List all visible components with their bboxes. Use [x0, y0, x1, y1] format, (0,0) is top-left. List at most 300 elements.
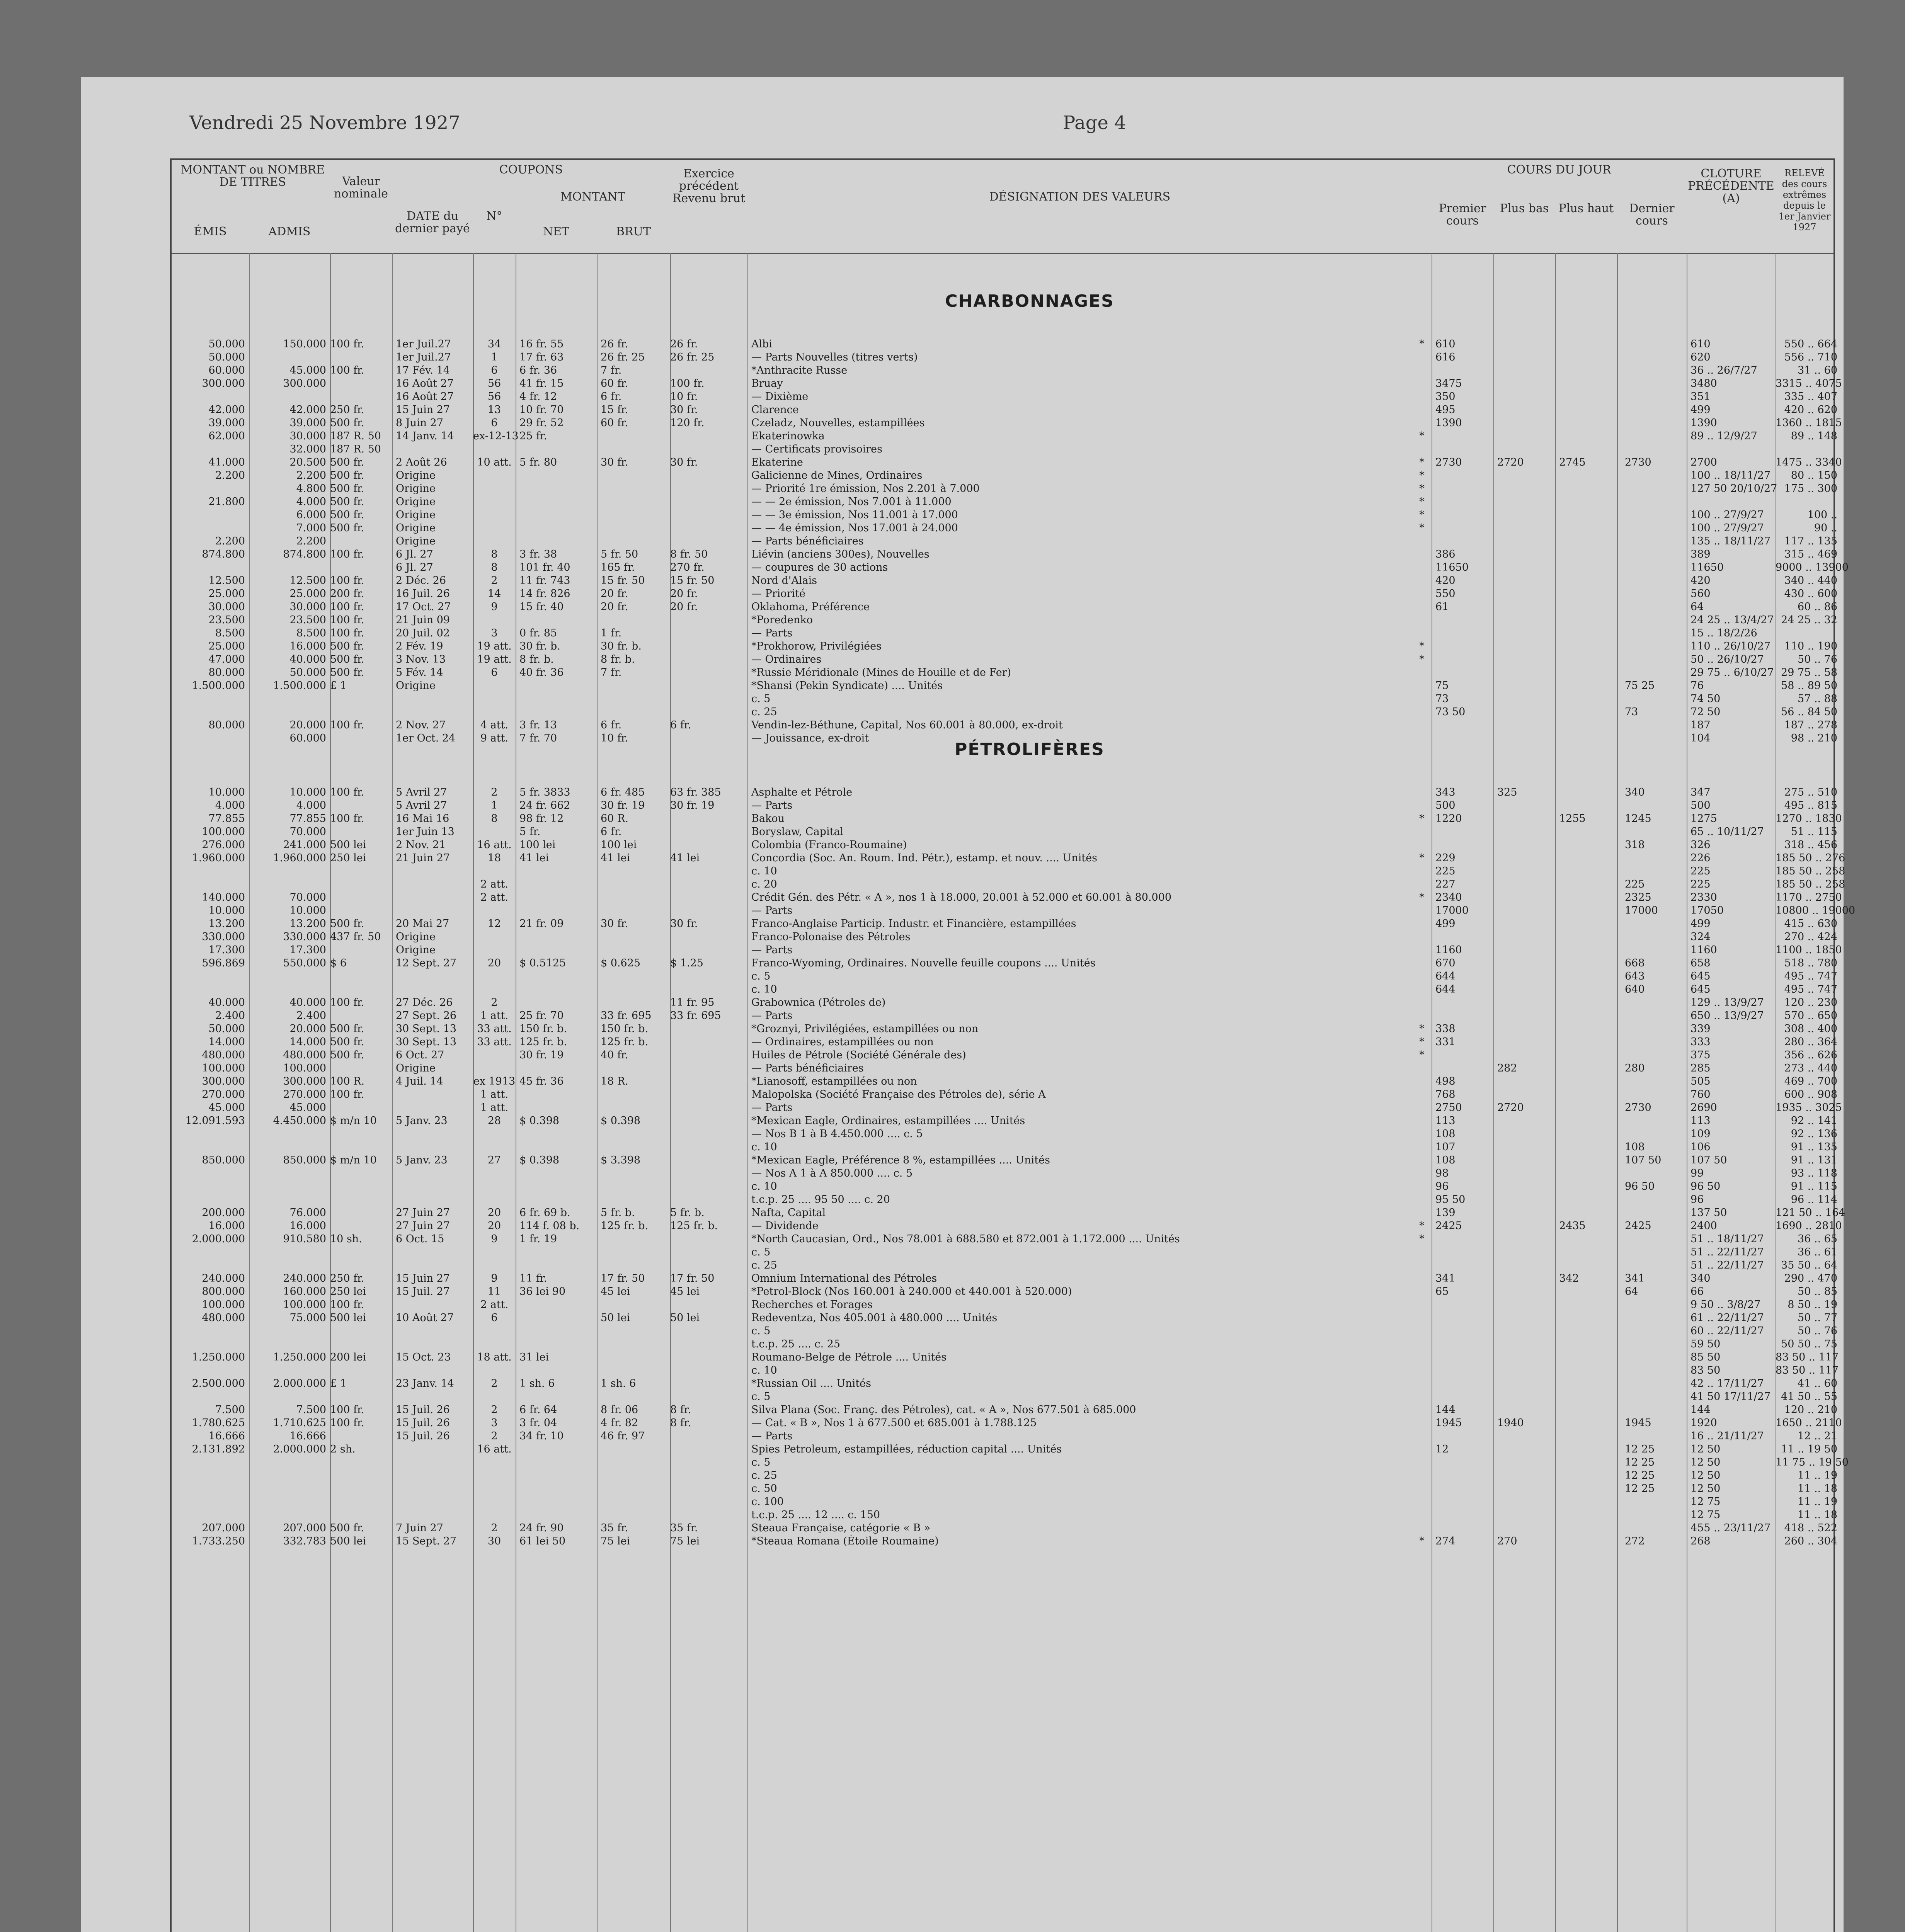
- table-row: [172, 1430, 1837, 1443]
- cell-rv: 10800 .. 19000: [1776, 905, 1856, 917]
- cell-emis: 1.250.000: [192, 1351, 245, 1363]
- running-header: [189, 112, 1797, 135]
- cell-admis: 45.000: [289, 364, 326, 376]
- cell-cl: 1920: [1690, 1417, 1717, 1429]
- cell-admis: 40.000: [289, 997, 326, 1009]
- header-brut: BRUT: [616, 225, 651, 238]
- cell-des: c. 25: [751, 1259, 777, 1271]
- cell-rv: 600 .. 908: [1784, 1088, 1837, 1100]
- cell-p1: 768: [1435, 1088, 1456, 1100]
- cell-p1: 495: [1435, 404, 1456, 416]
- cell-brut: 8 fr. b.: [601, 653, 635, 665]
- cell-nom: 100 fr.: [330, 719, 364, 731]
- cell-date: 27 Juin 27: [396, 1220, 450, 1232]
- cell-nom: 100 fr.: [330, 575, 364, 587]
- cell-no: 16 att.: [477, 1443, 512, 1455]
- cell-p1: 73 50: [1435, 706, 1466, 718]
- cell-rv: 1100 .. 1850: [1776, 944, 1842, 956]
- cell-des: c. 5: [751, 1456, 771, 1468]
- cell-no: 1: [491, 351, 498, 363]
- cell-nom: 500 fr.: [330, 1522, 364, 1534]
- cell-cl: 113: [1690, 1115, 1711, 1127]
- cell-emis: 270.000: [202, 1088, 245, 1100]
- cell-emis: 1.780.625: [192, 1417, 245, 1429]
- cell-star: *: [1419, 640, 1425, 652]
- table-row: [172, 917, 1837, 930]
- cell-des: *Petrol-Block (Nos 160.001 à 240.000 et 440.001 à 520.000): [751, 1286, 1072, 1298]
- header-releve: RELEVÉ des cours extrêmes depuis le 1er Janvier 1927: [1778, 168, 1831, 233]
- table-row: [172, 1272, 1837, 1285]
- cell-exer: 75 lei: [670, 1535, 700, 1547]
- cell-rv: 1360 .. 1815: [1776, 417, 1842, 429]
- cell-no: 8: [491, 813, 498, 825]
- cell-brut: 46 fr. 97: [601, 1430, 645, 1442]
- cell-des: — Parts: [751, 799, 793, 811]
- cell-emis: 330.000: [202, 931, 245, 943]
- table-row: [172, 838, 1837, 852]
- cell-star: *: [1419, 813, 1425, 825]
- cell-rv: 121 50 .. 164: [1776, 1207, 1845, 1219]
- cell-rv: 420 .. 620: [1784, 404, 1837, 416]
- cell-star: *: [1419, 1220, 1425, 1232]
- cell-des: Oklahoma, Préférence: [751, 601, 870, 613]
- cell-date: 15 Juil. 26: [396, 1430, 450, 1442]
- cell-exer: 30 fr.: [670, 404, 698, 416]
- cell-no: 20: [487, 1220, 501, 1232]
- cell-no: 2: [491, 786, 498, 798]
- cell-rv: 60 .. 86: [1797, 601, 1837, 613]
- cell-des: — Parts: [751, 1010, 793, 1022]
- cell-admis: 7.000: [296, 522, 326, 534]
- cell-date: Origine: [396, 522, 436, 534]
- cell-rv: 100 ..: [1807, 509, 1837, 521]
- cell-rv: 556 .. 710: [1784, 351, 1837, 363]
- cell-des: — — 2e émission, Nos 7.001 à 11.000: [751, 496, 952, 508]
- cell-p1: 98: [1435, 1167, 1449, 1179]
- cell-brut: 26 fr.: [601, 338, 628, 350]
- cell-date: 27 Déc. 26: [396, 997, 453, 1009]
- cell-date: 5 Avril 27: [396, 799, 447, 811]
- cell-admis: 20.000: [289, 719, 326, 731]
- cell-rv: 31 .. 60: [1797, 364, 1837, 376]
- cell-brut: 6 fr.: [601, 826, 622, 838]
- cell-cl: 339: [1690, 1023, 1711, 1035]
- cell-rv: 3315 .. 4075: [1776, 378, 1842, 389]
- table-row: [172, 522, 1837, 535]
- cell-emis: 100.000: [202, 826, 245, 838]
- cell-des: Steaua Française, catégorie « B »: [751, 1522, 931, 1534]
- cell-admis: 100.000: [283, 1299, 326, 1311]
- cell-rv: 315 .. 469: [1784, 548, 1837, 560]
- cell-nom: 500 fr.: [330, 1036, 364, 1048]
- cell-brut: 125 fr. b.: [601, 1220, 649, 1232]
- cell-rv: 185 50 .. 276: [1776, 852, 1845, 864]
- cell-dc: 2325: [1625, 891, 1651, 903]
- cell-net: 11 fr. 743: [519, 575, 570, 587]
- cell-admis: 1.500.000: [273, 680, 326, 692]
- table-row: [172, 1246, 1837, 1259]
- cell-rv: 80 .. 150: [1791, 469, 1837, 481]
- cell-net: 114 f. 08 b.: [519, 1220, 580, 1232]
- cell-des: Vendin-lez-Béthune, Capital, Nos 60.001 à 80.000, ex-droit: [751, 719, 1063, 731]
- cell-date: 5 Janv. 23: [396, 1154, 448, 1166]
- cell-ph: 1940: [1497, 1417, 1524, 1429]
- table-row: [172, 1036, 1837, 1049]
- table-body: [172, 253, 1856, 1932]
- cell-des: — Nos B 1 à B 4.450.000 .... c. 5: [751, 1128, 923, 1140]
- cell-emis: 850.000: [202, 1154, 245, 1166]
- table-row: [172, 825, 1837, 838]
- cell-dc: 2425: [1625, 1220, 1651, 1232]
- cell-star: *: [1419, 653, 1425, 665]
- cell-dc: 341: [1625, 1272, 1645, 1284]
- table-row: [172, 1022, 1837, 1036]
- cell-nom: 200 lei: [330, 1351, 366, 1363]
- cell-exer: 100 fr.: [670, 378, 705, 389]
- cell-p1: 12: [1435, 1443, 1449, 1455]
- cell-date: Origine: [396, 944, 436, 956]
- cell-emis: 45.000: [208, 1102, 245, 1114]
- cell-no: 2: [491, 1378, 498, 1389]
- cell-des: — Parts: [751, 1430, 793, 1442]
- cell-rv: 11 75 .. 19 50: [1776, 1456, 1849, 1468]
- cell-star: *: [1419, 891, 1425, 903]
- cell-p1: 2730: [1435, 456, 1462, 468]
- cell-admis: 1.250.000: [273, 1351, 326, 1363]
- cell-date: 27 Juin 27: [396, 1207, 450, 1219]
- cell-rv: 1270 .. 1830: [1776, 813, 1842, 825]
- cell-des: Bakou: [751, 813, 785, 825]
- cell-des: *Mexican Eagle, Préférence 8 %, estampillées .... Unités: [751, 1154, 1050, 1166]
- cell-p1: 17000: [1435, 905, 1469, 917]
- cell-exer: 41 lei: [670, 852, 700, 864]
- cell-cl: 760: [1690, 1088, 1711, 1100]
- cell-no: 6: [491, 417, 498, 429]
- cell-p1: 2340: [1435, 891, 1462, 903]
- cell-rv: 91 .. 135: [1791, 1141, 1837, 1153]
- cell-emis: 62.000: [208, 430, 245, 442]
- cell-brut: 40 fr.: [601, 1049, 628, 1061]
- cell-date: 8 Juin 27: [396, 417, 443, 429]
- cell-net: 125 fr. b.: [519, 1036, 567, 1048]
- cell-net: 41 fr. 15: [519, 378, 564, 389]
- cell-net: $ 0.5125: [519, 957, 566, 969]
- cell-emis: 80.000: [208, 667, 245, 679]
- cell-net: 7 fr. 70: [519, 732, 557, 744]
- cell-net: 16 fr. 55: [519, 338, 564, 350]
- cell-no: 2: [491, 1522, 498, 1534]
- cell-des: c. 10: [751, 1364, 777, 1376]
- cell-net: 45 fr. 36: [519, 1075, 564, 1087]
- cell-emis: 874.800: [202, 548, 245, 560]
- cell-rv: 29 75 .. 58: [1781, 667, 1837, 679]
- cell-p1: 341: [1435, 1272, 1456, 1284]
- cell-date: 6 Oct. 15: [396, 1233, 444, 1245]
- cell-date: 15 Juin 27: [396, 1272, 450, 1284]
- cell-rv: 93 .. 118: [1791, 1167, 1837, 1179]
- cell-no: 2 att.: [480, 891, 509, 903]
- cell-rv: 185 50 .. 258: [1776, 865, 1845, 877]
- cell-des: — — 4e émission, Nos 17.001 à 24.000: [751, 522, 958, 534]
- table-row: [172, 852, 1845, 865]
- cell-p1: 498: [1435, 1075, 1456, 1087]
- cell-net: 5 fr. 3833: [519, 786, 570, 798]
- cell-cl: 110 .. 26/10/27: [1690, 640, 1771, 652]
- cell-net: 14 fr. 826: [519, 588, 570, 600]
- cell-cl: 389: [1690, 548, 1711, 560]
- cell-net: 15 fr. 40: [519, 601, 564, 613]
- cell-admis: 910.580: [283, 1233, 326, 1245]
- cell-brut: 30 fr.: [601, 918, 628, 930]
- cell-rv: 120 .. 230: [1784, 997, 1837, 1009]
- cell-rv: 57 .. 88: [1797, 693, 1837, 705]
- cell-net: 17 fr. 63: [519, 351, 564, 363]
- cell-des: *Mexican Eagle, Ordinaires, estampillées .... Unités: [751, 1115, 1025, 1127]
- cell-des: *Shansi (Pekin Syndicate) .... Unités: [751, 680, 943, 692]
- cell-emis: 77.855: [208, 813, 245, 825]
- cell-cl: 12 50: [1690, 1443, 1721, 1455]
- cell-no: 2: [491, 575, 498, 587]
- cell-p1: 108: [1435, 1154, 1456, 1166]
- cell-emis: 14.000: [208, 1036, 245, 1048]
- cell-des: c. 25: [751, 1469, 777, 1481]
- cell-date: 6 Jl. 27: [396, 548, 433, 560]
- cell-net: 98 fr. 12: [519, 813, 564, 825]
- cell-des: Nord d'Alais: [751, 575, 817, 587]
- cell-date: 23 Janv. 14: [396, 1378, 454, 1389]
- cell-net: 40 fr. 36: [519, 667, 564, 679]
- cell-ph: 2720: [1497, 1102, 1524, 1114]
- table-row: [172, 1101, 1842, 1114]
- cell-p1: 616: [1435, 351, 1456, 363]
- cell-admis: 2.200: [296, 469, 326, 481]
- cell-cl: 658: [1690, 957, 1711, 969]
- cell-no: ex 1913: [473, 1075, 516, 1087]
- table-row: [172, 535, 1837, 548]
- cell-no: 34: [487, 338, 501, 350]
- cell-p1: 550: [1435, 588, 1456, 600]
- cell-admis: 20.500: [289, 456, 326, 468]
- cell-des: c. 100: [751, 1496, 784, 1508]
- cell-brut: 1 fr.: [601, 627, 622, 639]
- cell-nom: £ 1: [330, 1378, 347, 1389]
- cell-emis: 10.000: [208, 905, 245, 917]
- cell-des: Ekaterinowka: [751, 430, 825, 442]
- cell-nom: 500 fr.: [330, 417, 364, 429]
- cell-nom: 100 fr.: [330, 1299, 364, 1311]
- cell-rv: 275 .. 510: [1784, 786, 1837, 798]
- cell-brut: 1 sh. 6: [601, 1378, 636, 1389]
- cell-emis: 7.500: [215, 1404, 245, 1416]
- cell-date: 10 Août 27: [396, 1312, 454, 1324]
- cell-net: 6 fr. 64: [519, 1404, 557, 1416]
- cell-cl: 129 .. 13/9/27: [1690, 997, 1764, 1009]
- cell-admis: 240.000: [283, 1272, 326, 1284]
- cell-date: 14 Janv. 14: [396, 430, 454, 442]
- cell-p1: 343: [1435, 786, 1456, 798]
- cell-admis: 8.500: [296, 627, 326, 639]
- cell-des: — Dixième: [751, 391, 809, 403]
- cell-des: *Russian Oil .... Unités: [751, 1378, 871, 1389]
- cell-exer: 30 fr. 19: [670, 799, 715, 811]
- cell-des: — Priorité: [751, 588, 805, 600]
- cell-no: 9: [491, 1272, 498, 1284]
- cell-admis: 40.000: [289, 653, 326, 665]
- cell-rv: 495 .. 747: [1784, 983, 1837, 995]
- cell-rv: 11 .. 19 50: [1781, 1443, 1837, 1455]
- cell-star: *: [1419, 1535, 1425, 1547]
- table-row: [172, 390, 1837, 403]
- cell-des: *Steaua Romana (Étoile Roumaine): [751, 1535, 939, 1547]
- table-row: [172, 1364, 1839, 1377]
- cell-des: Silva Plana (Soc. Franç. des Pétroles), cat. « A », Nos 677.501 à 685.000: [751, 1404, 1136, 1416]
- table-row: [172, 587, 1837, 600]
- cell-no: 20: [487, 1207, 501, 1219]
- table-row: [172, 1469, 1837, 1482]
- cell-rv: 495 .. 747: [1784, 970, 1837, 982]
- cell-des: *Prokhorow, Privilégiées: [751, 640, 882, 652]
- cell-admis: 550.000: [283, 957, 326, 969]
- cell-brut: 50 lei: [601, 1312, 630, 1324]
- cell-no: 11: [487, 1286, 501, 1298]
- table-row: [172, 1219, 1842, 1233]
- cell-date: 20 Juil. 02: [396, 627, 450, 639]
- cell-rv: 50 .. 77: [1797, 1312, 1837, 1324]
- cell-exer: 5 fr. b.: [670, 1207, 705, 1219]
- cell-dc: 12 25: [1625, 1443, 1655, 1455]
- table-row: [172, 786, 1837, 799]
- cell-p1: 500: [1435, 799, 1456, 811]
- cell-brut: 5 fr. 50: [601, 548, 638, 560]
- cell-dc: 225: [1625, 878, 1645, 890]
- cell-cl: 560: [1690, 588, 1711, 600]
- cell-des: *Anthracite Russe: [751, 364, 848, 376]
- cell-des: Colombia (Franco-Roumaine): [751, 839, 907, 851]
- cell-nom: 100 fr.: [330, 813, 364, 825]
- table-row: [172, 417, 1842, 430]
- cell-date: 4 Juil. 14: [396, 1075, 443, 1087]
- cell-emis: 300.000: [202, 378, 245, 389]
- cell-emis: 2.000.000: [192, 1233, 245, 1245]
- cell-cl: 645: [1690, 970, 1711, 982]
- cell-rv: 56 .. 84 50: [1781, 706, 1837, 718]
- cell-star: *: [1419, 509, 1425, 521]
- cell-brut: 17 fr. 50: [601, 1272, 645, 1284]
- cell-cl: 499: [1690, 918, 1711, 930]
- cell-emis: 12.500: [208, 575, 245, 587]
- cell-des: — coupures de 30 actions: [751, 561, 888, 573]
- table-row: [172, 1009, 1837, 1022]
- cell-des: — Ordinaires: [751, 653, 822, 665]
- cell-des: — Jouissance, ex-droit: [751, 732, 869, 744]
- cell-dc: 75 25: [1625, 680, 1655, 692]
- cell-emis: 39.000: [208, 417, 245, 429]
- cell-star: *: [1419, 338, 1425, 350]
- cell-date: 2 Nov. 27: [396, 719, 446, 731]
- cell-brut: 8 fr. 06: [601, 1404, 638, 1416]
- header-valeur: Valeur nominale: [334, 175, 388, 201]
- section-title: CHARBONNAGES: [945, 291, 1114, 311]
- cell-admis: 30.000: [289, 601, 326, 613]
- header-cours-du-jour: COURS DU JOUR: [1507, 163, 1611, 177]
- cell-rv: 9000 .. 13900: [1776, 561, 1849, 573]
- cell-des: Huiles de Pétrole (Société Générale des): [751, 1049, 966, 1061]
- cell-star: *: [1419, 1049, 1425, 1061]
- cell-cl: 650 .. 13/9/27: [1690, 1010, 1764, 1022]
- table-row: [172, 1338, 1837, 1351]
- cell-cl: 29 75 .. 6/10/27: [1690, 667, 1774, 679]
- cell-nom: 500 fr.: [330, 1049, 364, 1061]
- cell-emis: 596.869: [202, 957, 245, 969]
- table-row: [172, 1206, 1845, 1219]
- cell-nom: 500 lei: [330, 1312, 366, 1324]
- cell-exer: 20 fr.: [670, 601, 698, 613]
- cell-dc: 17000: [1625, 905, 1658, 917]
- table-row: [172, 957, 1837, 970]
- cell-net: 25 fr. 70: [519, 1010, 564, 1022]
- cell-p1: 139: [1435, 1207, 1456, 1219]
- cell-date: 2 Août 26: [396, 456, 447, 468]
- cell-exer: 10 fr.: [670, 391, 698, 403]
- table-row: [172, 983, 1837, 996]
- cell-emis: 1.500.000: [192, 680, 245, 692]
- table-row: [172, 338, 1837, 351]
- cell-cl: 499: [1690, 404, 1711, 416]
- header-coupons: COUPONS: [499, 163, 563, 177]
- table-row: [172, 1417, 1842, 1430]
- cell-nom: 100 fr.: [330, 997, 364, 1009]
- cell-cl: 2700: [1690, 456, 1717, 468]
- cell-emis: 140.000: [202, 891, 245, 903]
- cell-rv: 96 .. 114: [1791, 1194, 1837, 1206]
- cell-cl: 83 50: [1690, 1364, 1721, 1376]
- cell-emis: 23.500: [208, 614, 245, 626]
- cell-date: 5 Avril 27: [396, 786, 447, 798]
- cell-des: Liévin (anciens 300es), Nouvelles: [751, 548, 930, 560]
- cell-brut: 15 fr. 50: [601, 575, 645, 587]
- cell-star: *: [1419, 496, 1425, 508]
- cell-admis: 17.300: [289, 944, 326, 956]
- cell-no: 30: [487, 1535, 501, 1547]
- cell-des: t.c.p. 25 .... 95 50 .... c. 20: [751, 1194, 890, 1206]
- cell-net: 10 fr. 70: [519, 404, 564, 416]
- cell-des: — Parts: [751, 905, 793, 917]
- cell-no: 28: [487, 1115, 501, 1127]
- cell-cl: 51 .. 18/11/27: [1690, 1233, 1764, 1245]
- cell-brut: $ 0.625: [601, 957, 641, 969]
- cell-date: 16 Août 27: [396, 391, 454, 403]
- cell-emis: 200.000: [202, 1207, 245, 1219]
- cell-nom: 500 fr.: [330, 640, 364, 652]
- cell-emis: 25.000: [208, 640, 245, 652]
- cell-des: *Poredenko: [751, 614, 813, 626]
- cell-net: 21 fr. 09: [519, 918, 564, 930]
- cell-cl: 144: [1690, 1404, 1711, 1416]
- cell-no: 20: [487, 957, 501, 969]
- cell-net: 8 fr. b.: [519, 653, 554, 665]
- table-row: [172, 812, 1842, 825]
- cell-exer: 45 lei: [670, 1286, 700, 1298]
- cell-rv: 550 .. 664: [1784, 338, 1837, 350]
- cell-admis: 241.000: [283, 839, 326, 851]
- cell-ph2: 2435: [1559, 1220, 1586, 1232]
- cell-no: 33 att.: [477, 1036, 512, 1048]
- cell-emis: 480.000: [202, 1049, 245, 1061]
- cell-nom: 500 fr.: [330, 496, 364, 508]
- cell-cl: 51 .. 22/11/27: [1690, 1246, 1764, 1258]
- table-row: [172, 377, 1842, 390]
- cell-rv: 1170 .. 2750: [1776, 891, 1842, 903]
